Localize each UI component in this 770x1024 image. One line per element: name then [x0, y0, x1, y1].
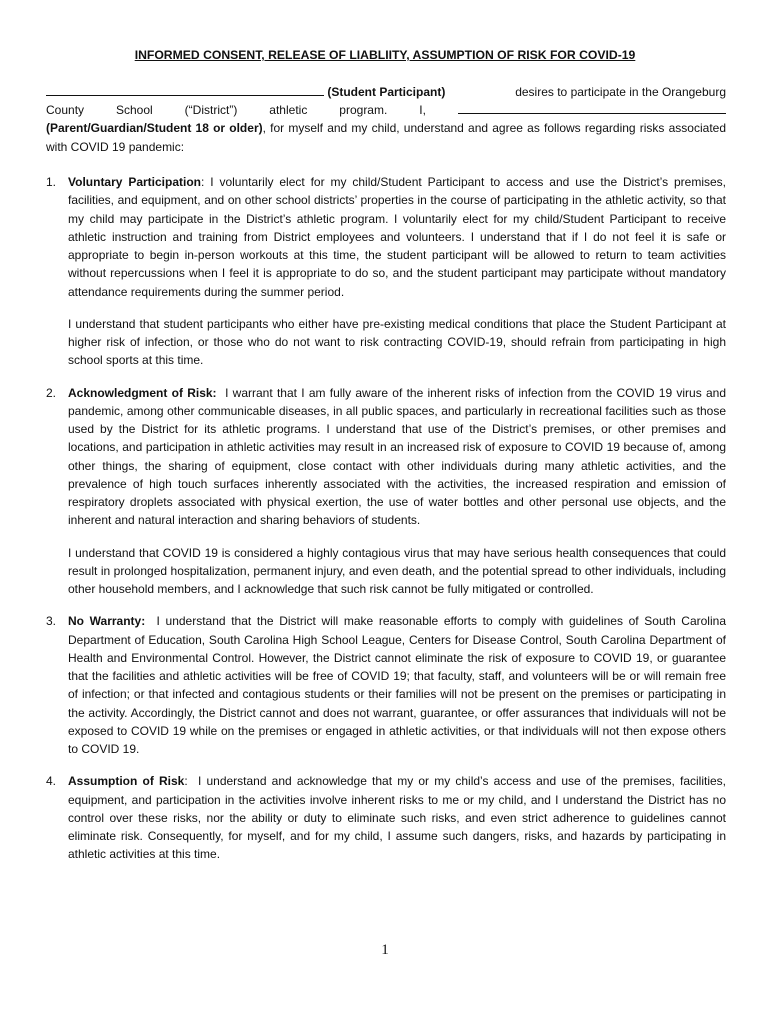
intro-word: athletic	[269, 103, 308, 118]
section-number: 4.	[46, 774, 57, 789]
section-text: I understand that the District will make reasonable efforts to comply with guidelines of South Carolina Department of Education, South Carolina High School League, Centers for Disease Control, South Carolina Department of Health and Environmental Control. However, the District cannot eliminate the risk of exposure to COVID 19, or guarantee that the facilities and athletic activities will be free of COVID 19; that faculty, staff, and volunteers will be or will remain free of infection; or that infected and contagious students or their families will not be present on the premises or participating in the activity. Accordingly, the District cannot and does not warrant, guarantee, or offer assurances that individuals will not be exposed to COVID 19 while on the premises or engaged in athletic activities, or that individuals will not then expose others to COVID 19.	[68, 614, 726, 756]
section-no-warranty	[46, 612, 726, 758]
section-heading: Assumption of Risk	[68, 774, 185, 789]
intro-line-1-left	[46, 83, 445, 101]
section-number: 2.	[46, 385, 57, 400]
student-name-blank[interactable]	[46, 83, 324, 96]
section-paragraph: I understand that COVID 19 is considered a highly contagious virus that may have serious health consequences that could result in prolonged hospitalization, permanent injury, and even death, and the potential spread to other individuals, including other household members, and I acknowledge that such risk cannot be fully mitigated or controlled.	[68, 545, 726, 596]
section-assumption-of-risk	[46, 772, 726, 863]
parent-guardian-label: (Parent/Guardian/Student 18 or older)	[46, 121, 263, 136]
section-heading: Acknowledgment of Risk:	[68, 385, 217, 400]
intro-line-1-rest: desires to participate in the Orangeburg	[515, 85, 726, 99]
intro-word: program.	[339, 103, 388, 118]
section-heading: Voluntary Participation	[68, 175, 202, 189]
intro-word: (“District”)	[184, 103, 238, 118]
parent-name-blank[interactable]	[458, 101, 726, 114]
sections-list	[46, 173, 726, 878]
intro-word: I,	[419, 103, 426, 118]
section-voluntary-participation	[46, 173, 726, 370]
intro-line-3-rest: , for myself and my child, understand and agree as follows regarding risks associated with COVID 19 pandemic:	[46, 121, 726, 154]
section-paragraph: I understand that student participants who either have pre-existing medical conditions that place the Student Participant at higher risk of infection, or those who do not want to risk contracting COVID-19, should refrain from participating in high school sports at this time.	[68, 316, 726, 368]
section-text: I voluntarily elect for my child/Student Participant to access and use the District’s premises, facilities, and equipment, and on other school districts’ properties in the course of participating in the athletic activity, so that my child may participate in the District’s athletic program. I voluntarily elect for my child/Student Participant to receive athletic instruction and training from District employees and volunteers. I understand that if I do not feel it is safe or appropriate to begin in-person workouts at this time, the student participant will be allowed to return to team activities without repercussions when I feel it is appropriate to do so, and the student participant may participate without mandatory attendance requirements during the summer period.	[68, 175, 727, 299]
section-paragraph	[68, 612, 726, 758]
section-number: 3.	[46, 614, 57, 629]
student-participant-label: (Student Participant)	[327, 85, 446, 99]
section-paragraph	[68, 772, 726, 863]
document-title: INFORMED CONSENT, RELEASE OF LIABLIITY, ASSUMPTION OF RISK FOR COVID-19	[134, 48, 636, 62]
section-number: 1.	[46, 175, 57, 189]
page-number: 1	[381, 942, 389, 958]
intro-line-1	[46, 83, 726, 101]
section-paragraph	[68, 384, 726, 530]
section-heading-suffix: :	[201, 175, 205, 189]
intro-line-2	[46, 101, 726, 119]
section-heading: No Warranty:	[68, 614, 146, 629]
section-text: I understand and acknowledge that my or my child’s access and use of the premises, facilities, equipment, and participation in the activities involve inherent risks to me or my child, and I understand the District has no control over these risks, nor the ability or duty to eliminate such risks, and even strict adherence to guidelines cannot eliminate risk. Consequently, for myself, and for my child, I assume such dangers, risks, and hazards by participating in athletic activities at this time.	[68, 774, 726, 862]
intro-word: School	[116, 103, 153, 118]
intro-paragraph	[46, 83, 726, 156]
section-heading-suffix: :	[184, 774, 188, 789]
intro-word: County	[46, 103, 85, 118]
section-text: I warrant that I am fully aware of the inherent risks of infection from the COVID 19 virus and pandemic, among other communicable diseases, in all public spaces, and particularly in recreational facilities such as those used by the District for its athletic programs. I understand that use of the District’s premises, or other premises and locations, and participation in athletic activities may result in an increased risk of exposure to COVID 19 because of, among other things, the sharing of equipment, close contact with other individuals during many athletic activities, and the prevalence of high touch surfaces inherently associated with the activities, the increased respiration and emission of respiratory droplets associated with physical exertion, the use of water bottles and other personal use objects, and the inherent and natural interaction and sharing behaviors of students.	[68, 385, 726, 528]
section-acknowledgment-of-risk	[46, 384, 726, 599]
section-paragraph	[68, 173, 726, 301]
intro-line-3	[46, 119, 726, 155]
